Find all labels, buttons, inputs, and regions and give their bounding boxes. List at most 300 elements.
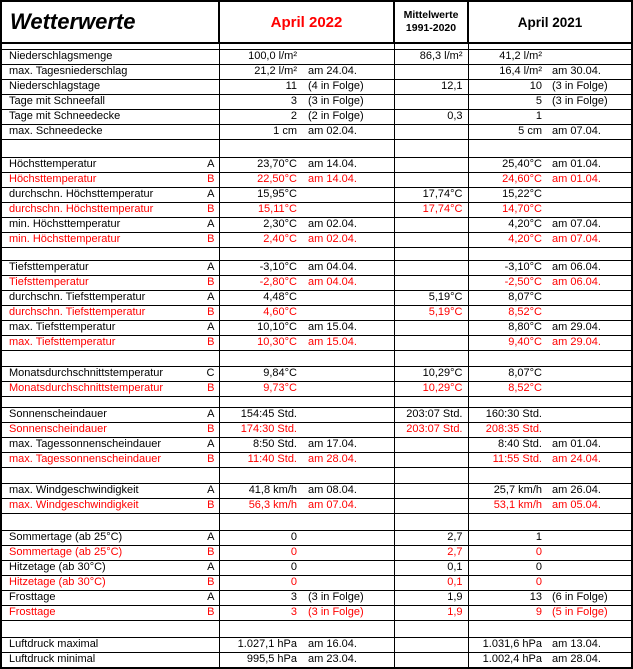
date-april-2022 xyxy=(299,422,394,437)
value-april-2022: 2,40°C xyxy=(219,232,299,247)
value-april-2021: 4,20°C xyxy=(468,232,544,247)
value-april-2021: 1 xyxy=(468,109,544,124)
metric-letter: B xyxy=(189,498,219,513)
value-april-2021: 8,07°C xyxy=(468,366,544,381)
metric-letter: A xyxy=(189,590,219,605)
table-row xyxy=(1,575,632,590)
date-april-2021: am 01.04. xyxy=(544,437,632,452)
date-april-2021: am 29.04. xyxy=(544,335,632,350)
value-mittelwerte: 0,1 xyxy=(394,575,468,590)
date-april-2021: am 24.04. xyxy=(544,452,632,467)
metric-letter xyxy=(189,124,219,139)
value-mittelwerte: 5,19°C xyxy=(394,305,468,320)
row-label: max. Windgeschwindigkeit xyxy=(1,498,189,513)
value-april-2021: 14,70°C xyxy=(468,202,544,217)
table-row xyxy=(1,157,632,172)
date-april-2021: (5 in Folge) xyxy=(544,605,632,620)
value-mittelwerte xyxy=(394,260,468,275)
spacer-cell xyxy=(468,247,632,260)
table-row xyxy=(1,124,632,139)
spacer-cell xyxy=(394,396,468,407)
table-row xyxy=(1,498,632,513)
metric-letter xyxy=(189,637,219,652)
date-april-2022 xyxy=(299,290,394,305)
spacer-cell xyxy=(468,620,632,637)
value-april-2021: 0 xyxy=(468,560,544,575)
value-april-2022: 23,70°C xyxy=(219,157,299,172)
table-row xyxy=(1,452,632,467)
date-april-2021: am 06.04. xyxy=(544,260,632,275)
date-april-2021 xyxy=(544,366,632,381)
date-april-2022 xyxy=(299,530,394,545)
spacer-cell xyxy=(1,513,219,530)
spacer-cell xyxy=(394,139,468,157)
value-mittelwerte: 0,1 xyxy=(394,560,468,575)
value-april-2022: 9,73°C xyxy=(219,381,299,396)
value-mittelwerte: 1,9 xyxy=(394,605,468,620)
date-april-2022: am 15.04. xyxy=(299,335,394,350)
value-april-2022: 1 cm xyxy=(219,124,299,139)
date-april-2022: am 08.04. xyxy=(299,483,394,498)
row-label: durchschn. Höchsttemperatur xyxy=(1,202,189,217)
date-april-2021 xyxy=(544,545,632,560)
metric-letter: B xyxy=(189,545,219,560)
value-april-2021: 41,2 l/m² xyxy=(468,49,544,64)
spacer-row xyxy=(1,350,632,366)
date-april-2022: am 14.04. xyxy=(299,172,394,187)
metric-letter: B xyxy=(189,422,219,437)
value-april-2021: 1.031,6 hPa xyxy=(468,637,544,652)
row-label: Hitzetage (ab 30°C) xyxy=(1,560,189,575)
table-header-row xyxy=(1,1,632,43)
value-april-2021: 8,52°C xyxy=(468,381,544,396)
value-april-2021: 5 xyxy=(468,94,544,109)
value-april-2022: 0 xyxy=(219,545,299,560)
date-april-2021 xyxy=(544,560,632,575)
value-april-2022: 11 xyxy=(219,79,299,94)
table-row xyxy=(1,49,632,64)
metric-letter: B xyxy=(189,605,219,620)
value-april-2022: 3 xyxy=(219,605,299,620)
value-april-2022: 100,0 l/m² xyxy=(219,49,299,64)
date-april-2022 xyxy=(299,305,394,320)
date-april-2021: (3 in Folge) xyxy=(544,94,632,109)
row-label: max. Tagessonnenscheindauer xyxy=(1,452,189,467)
spacer-cell xyxy=(1,467,219,483)
value-april-2021: 160:30 Std. xyxy=(468,407,544,422)
spacer-cell xyxy=(394,513,468,530)
spacer-row xyxy=(1,396,632,407)
value-mittelwerte: 203:07 Std. xyxy=(394,422,468,437)
value-april-2021: 25,40°C xyxy=(468,157,544,172)
metric-letter: A xyxy=(189,320,219,335)
value-mittelwerte xyxy=(394,172,468,187)
date-april-2022: am 28.04. xyxy=(299,452,394,467)
metric-letter: C xyxy=(189,366,219,381)
value-april-2022: -2,80°C xyxy=(219,275,299,290)
table-row xyxy=(1,560,632,575)
spacer-cell xyxy=(1,620,219,637)
value-april-2021: 25,7 km/h xyxy=(468,483,544,498)
metric-letter: B xyxy=(189,381,219,396)
value-mittelwerte: 0,3 xyxy=(394,109,468,124)
row-label: Tage mit Schneefall xyxy=(1,94,189,109)
row-label: Frosttage xyxy=(1,590,189,605)
value-april-2021: 53,1 km/h xyxy=(468,498,544,513)
row-label: Sommertage (ab 25°C) xyxy=(1,530,189,545)
date-april-2021: am 07.04. xyxy=(544,232,632,247)
row-label: min. Höchsttemperatur xyxy=(1,232,189,247)
spacer-cell xyxy=(394,350,468,366)
value-april-2022: 10,30°C xyxy=(219,335,299,350)
value-april-2022: 15,95°C xyxy=(219,187,299,202)
table-row xyxy=(1,79,632,94)
table-row xyxy=(1,275,632,290)
date-april-2022: (3 in Folge) xyxy=(299,94,394,109)
date-april-2022: (3 in Folge) xyxy=(299,590,394,605)
metric-letter: A xyxy=(189,560,219,575)
date-april-2022: am 14.04. xyxy=(299,157,394,172)
row-label: Sommertage (ab 25°C) xyxy=(1,545,189,560)
spacer-row xyxy=(1,513,632,530)
value-mittelwerte: 10,29°C xyxy=(394,381,468,396)
table-row xyxy=(1,187,632,202)
value-april-2022: 22,50°C xyxy=(219,172,299,187)
spacer-cell xyxy=(468,467,632,483)
row-label: Monatsdurchschnittstemperatur xyxy=(1,381,189,396)
value-april-2022: 4,60°C xyxy=(219,305,299,320)
value-mittelwerte xyxy=(394,498,468,513)
metric-letter: A xyxy=(189,217,219,232)
spacer-cell xyxy=(219,139,394,157)
value-april-2021: 1 xyxy=(468,530,544,545)
table-row xyxy=(1,652,632,668)
value-april-2022: 9,84°C xyxy=(219,366,299,381)
table-row xyxy=(1,366,632,381)
row-label: max. Tiefsttemperatur xyxy=(1,320,189,335)
value-april-2021: 8,52°C xyxy=(468,305,544,320)
table-row xyxy=(1,320,632,335)
spacer-cell xyxy=(219,350,394,366)
value-april-2022: 0 xyxy=(219,575,299,590)
value-mittelwerte xyxy=(394,124,468,139)
value-april-2021: 11:55 Std. xyxy=(468,452,544,467)
table-row xyxy=(1,290,632,305)
metric-letter: B xyxy=(189,305,219,320)
date-april-2021 xyxy=(544,49,632,64)
spacer-cell xyxy=(394,620,468,637)
value-april-2022: 15,11°C xyxy=(219,202,299,217)
row-label: Höchsttemperatur xyxy=(1,157,189,172)
table-row xyxy=(1,590,632,605)
value-april-2021: 16,4 l/m² xyxy=(468,64,544,79)
date-april-2022: am 24.04. xyxy=(299,64,394,79)
metric-letter: B xyxy=(189,275,219,290)
table-row xyxy=(1,335,632,350)
value-april-2022: 56,3 km/h xyxy=(219,498,299,513)
value-april-2021: 8:40 Std. xyxy=(468,437,544,452)
row-label: Niederschlagsmenge xyxy=(1,49,189,64)
spacer-cell xyxy=(219,247,394,260)
value-april-2022: 995,5 hPa xyxy=(219,652,299,668)
row-label: Hitzetage (ab 30°C) xyxy=(1,575,189,590)
table-row xyxy=(1,483,632,498)
metric-letter xyxy=(189,94,219,109)
date-april-2022 xyxy=(299,560,394,575)
value-april-2021: 13 xyxy=(468,590,544,605)
metric-letter xyxy=(189,109,219,124)
spacer-cell xyxy=(219,396,394,407)
row-label: durchschn. Tiefsttemperatur xyxy=(1,290,189,305)
date-april-2021: am 07.04. xyxy=(544,217,632,232)
value-april-2022: 154:45 Std. xyxy=(219,407,299,422)
row-label: Luftdruck minimal xyxy=(1,652,189,668)
date-april-2021 xyxy=(544,381,632,396)
date-april-2021: am 13.04. xyxy=(544,637,632,652)
value-mittelwerte: 10,29°C xyxy=(394,366,468,381)
value-april-2021: 24,60°C xyxy=(468,172,544,187)
spacer-cell xyxy=(1,247,219,260)
table-row xyxy=(1,172,632,187)
value-mittelwerte xyxy=(394,94,468,109)
value-april-2021: 15,22°C xyxy=(468,187,544,202)
value-april-2022: 174:30 Std. xyxy=(219,422,299,437)
row-label: max. Windgeschwindigkeit xyxy=(1,483,189,498)
value-mittelwerte xyxy=(394,217,468,232)
value-mittelwerte xyxy=(394,637,468,652)
date-april-2021 xyxy=(544,305,632,320)
value-mittelwerte: 17,74°C xyxy=(394,187,468,202)
value-april-2021: 5 cm xyxy=(468,124,544,139)
value-mittelwerte xyxy=(394,232,468,247)
date-april-2021: am 26.04. xyxy=(544,483,632,498)
value-april-2021: 0 xyxy=(468,575,544,590)
date-april-2021: am 07.04. xyxy=(544,124,632,139)
spacer-cell xyxy=(394,247,468,260)
value-april-2021: 0 xyxy=(468,545,544,560)
row-label: max. Tagesniederschlag xyxy=(1,64,189,79)
row-label: Tiefsttemperatur xyxy=(1,260,189,275)
row-label: max. Tiefsttemperatur xyxy=(1,335,189,350)
metric-letter: B xyxy=(189,335,219,350)
value-mittelwerte xyxy=(394,64,468,79)
date-april-2021 xyxy=(544,575,632,590)
date-april-2021 xyxy=(544,290,632,305)
value-april-2022: 8:50 Std. xyxy=(219,437,299,452)
value-april-2022: 2,30°C xyxy=(219,217,299,232)
value-mittelwerte xyxy=(394,320,468,335)
date-april-2021 xyxy=(544,109,632,124)
row-label: durchschn. Höchsttemperatur xyxy=(1,187,189,202)
value-mittelwerte: 12,1 xyxy=(394,79,468,94)
date-april-2022 xyxy=(299,381,394,396)
value-april-2021: -3,10°C xyxy=(468,260,544,275)
value-april-2021: 8,80°C xyxy=(468,320,544,335)
table-row xyxy=(1,437,632,452)
row-label: Sonnenscheindauer xyxy=(1,407,189,422)
date-april-2022: am 02.04. xyxy=(299,232,394,247)
table-row xyxy=(1,545,632,560)
date-april-2022: am 16.04. xyxy=(299,637,394,652)
date-april-2022: am 04.04. xyxy=(299,275,394,290)
value-mittelwerte: 17,74°C xyxy=(394,202,468,217)
spacer-cell xyxy=(1,350,219,366)
row-label: max. Tagessonnenscheindauer xyxy=(1,437,189,452)
metric-letter: A xyxy=(189,290,219,305)
value-april-2021: 9 xyxy=(468,605,544,620)
mittelwerte-line1: Mittelwerte xyxy=(403,9,459,21)
metric-letter: A xyxy=(189,187,219,202)
metric-letter: A xyxy=(189,530,219,545)
date-april-2022: am 17.04. xyxy=(299,437,394,452)
spacer-cell xyxy=(219,467,394,483)
table-row xyxy=(1,260,632,275)
spacer-cell xyxy=(1,139,219,157)
value-april-2021: 9,40°C xyxy=(468,335,544,350)
value-april-2022: 10,10°C xyxy=(219,320,299,335)
date-april-2022 xyxy=(299,407,394,422)
row-label: Monatsdurchschnittstemperatur xyxy=(1,366,189,381)
column-header-mittelwerte xyxy=(394,1,468,43)
value-mittelwerte: 1,9 xyxy=(394,590,468,605)
date-april-2021: am 28.04. xyxy=(544,652,632,668)
table-row xyxy=(1,232,632,247)
value-april-2022: 1.027,1 hPa xyxy=(219,637,299,652)
table-row xyxy=(1,64,632,79)
date-april-2022: am 23.04. xyxy=(299,652,394,668)
row-label: Frosttage xyxy=(1,605,189,620)
value-april-2022: -3,10°C xyxy=(219,260,299,275)
row-label: min. Höchsttemperatur xyxy=(1,217,189,232)
spacer-row xyxy=(1,247,632,260)
date-april-2022: (2 in Folge) xyxy=(299,109,394,124)
metric-letter: B xyxy=(189,172,219,187)
value-mittelwerte: 86,3 l/m² xyxy=(394,49,468,64)
date-april-2022: (4 in Folge) xyxy=(299,79,394,94)
value-april-2022: 41,8 km/h xyxy=(219,483,299,498)
row-label: durchschn. Tiefsttemperatur xyxy=(1,305,189,320)
value-april-2022: 0 xyxy=(219,530,299,545)
value-april-2021: 4,20°C xyxy=(468,217,544,232)
table-row xyxy=(1,605,632,620)
metric-letter: A xyxy=(189,260,219,275)
metric-letter xyxy=(189,652,219,668)
date-april-2022 xyxy=(299,49,394,64)
value-mittelwerte: 203:07 Std. xyxy=(394,407,468,422)
value-april-2022: 2 xyxy=(219,109,299,124)
value-mittelwerte xyxy=(394,275,468,290)
value-april-2021: 10 xyxy=(468,79,544,94)
table-row xyxy=(1,530,632,545)
spacer-cell xyxy=(219,513,394,530)
value-mittelwerte xyxy=(394,452,468,467)
table-row xyxy=(1,202,632,217)
value-mittelwerte xyxy=(394,157,468,172)
value-april-2022: 4,48°C xyxy=(219,290,299,305)
spacer-cell xyxy=(468,396,632,407)
date-april-2021: am 01.04. xyxy=(544,172,632,187)
spacer-cell xyxy=(219,620,394,637)
date-april-2021 xyxy=(544,530,632,545)
spacer-row xyxy=(1,620,632,637)
row-label: Sonnenscheindauer xyxy=(1,422,189,437)
date-april-2021: am 05.04. xyxy=(544,498,632,513)
date-april-2022: (3 in Folge) xyxy=(299,605,394,620)
value-mittelwerte xyxy=(394,335,468,350)
value-april-2022: 3 xyxy=(219,94,299,109)
date-april-2022: am 02.04. xyxy=(299,217,394,232)
date-april-2022: am 15.04. xyxy=(299,320,394,335)
spacer-row xyxy=(1,139,632,157)
value-april-2021: 8,07°C xyxy=(468,290,544,305)
value-mittelwerte: 5,19°C xyxy=(394,290,468,305)
spacer-cell xyxy=(468,139,632,157)
table-row xyxy=(1,422,632,437)
value-mittelwerte xyxy=(394,437,468,452)
metric-letter: A xyxy=(189,483,219,498)
row-label: Niederschlagstage xyxy=(1,79,189,94)
metric-letter: A xyxy=(189,437,219,452)
date-april-2021: (3 in Folge) xyxy=(544,79,632,94)
metric-letter: B xyxy=(189,575,219,590)
metric-letter: B xyxy=(189,452,219,467)
spacer-cell xyxy=(1,396,219,407)
table-row xyxy=(1,637,632,652)
table-row xyxy=(1,94,632,109)
date-april-2022 xyxy=(299,366,394,381)
value-mittelwerte xyxy=(394,652,468,668)
column-header-april-2022: April 2022 xyxy=(219,1,394,43)
date-april-2021: am 30.04. xyxy=(544,64,632,79)
date-april-2022 xyxy=(299,545,394,560)
value-april-2022: 0 xyxy=(219,560,299,575)
value-april-2021: 208:35 Std. xyxy=(468,422,544,437)
metric-letter: B xyxy=(189,232,219,247)
date-april-2021: am 29.04. xyxy=(544,320,632,335)
date-april-2022: am 02.04. xyxy=(299,124,394,139)
metric-letter xyxy=(189,49,219,64)
date-april-2022 xyxy=(299,575,394,590)
value-mittelwerte: 2,7 xyxy=(394,545,468,560)
row-label: max. Schneedecke xyxy=(1,124,189,139)
column-header-april-2021: April 2021 xyxy=(468,1,632,43)
metric-letter xyxy=(189,79,219,94)
date-april-2022 xyxy=(299,202,394,217)
value-mittelwerte xyxy=(394,483,468,498)
date-april-2022: am 07.04. xyxy=(299,498,394,513)
date-april-2021 xyxy=(544,202,632,217)
spacer-cell xyxy=(394,467,468,483)
value-april-2022: 11:40 Std. xyxy=(219,452,299,467)
date-april-2021: (6 in Folge) xyxy=(544,590,632,605)
date-april-2021 xyxy=(544,187,632,202)
row-label: Tage mit Schneedecke xyxy=(1,109,189,124)
value-april-2022: 3 xyxy=(219,590,299,605)
date-april-2021: am 01.04. xyxy=(544,157,632,172)
metric-letter: B xyxy=(189,202,219,217)
table-row xyxy=(1,407,632,422)
date-april-2021: am 06.04. xyxy=(544,275,632,290)
value-april-2022: 21,2 l/m² xyxy=(219,64,299,79)
value-mittelwerte: 2,7 xyxy=(394,530,468,545)
table-row xyxy=(1,217,632,232)
row-label: Tiefsttemperatur xyxy=(1,275,189,290)
row-label: Luftdruck maximal xyxy=(1,637,189,652)
spacer-row xyxy=(1,467,632,483)
table-row xyxy=(1,109,632,124)
date-april-2021 xyxy=(544,422,632,437)
table-row xyxy=(1,305,632,320)
